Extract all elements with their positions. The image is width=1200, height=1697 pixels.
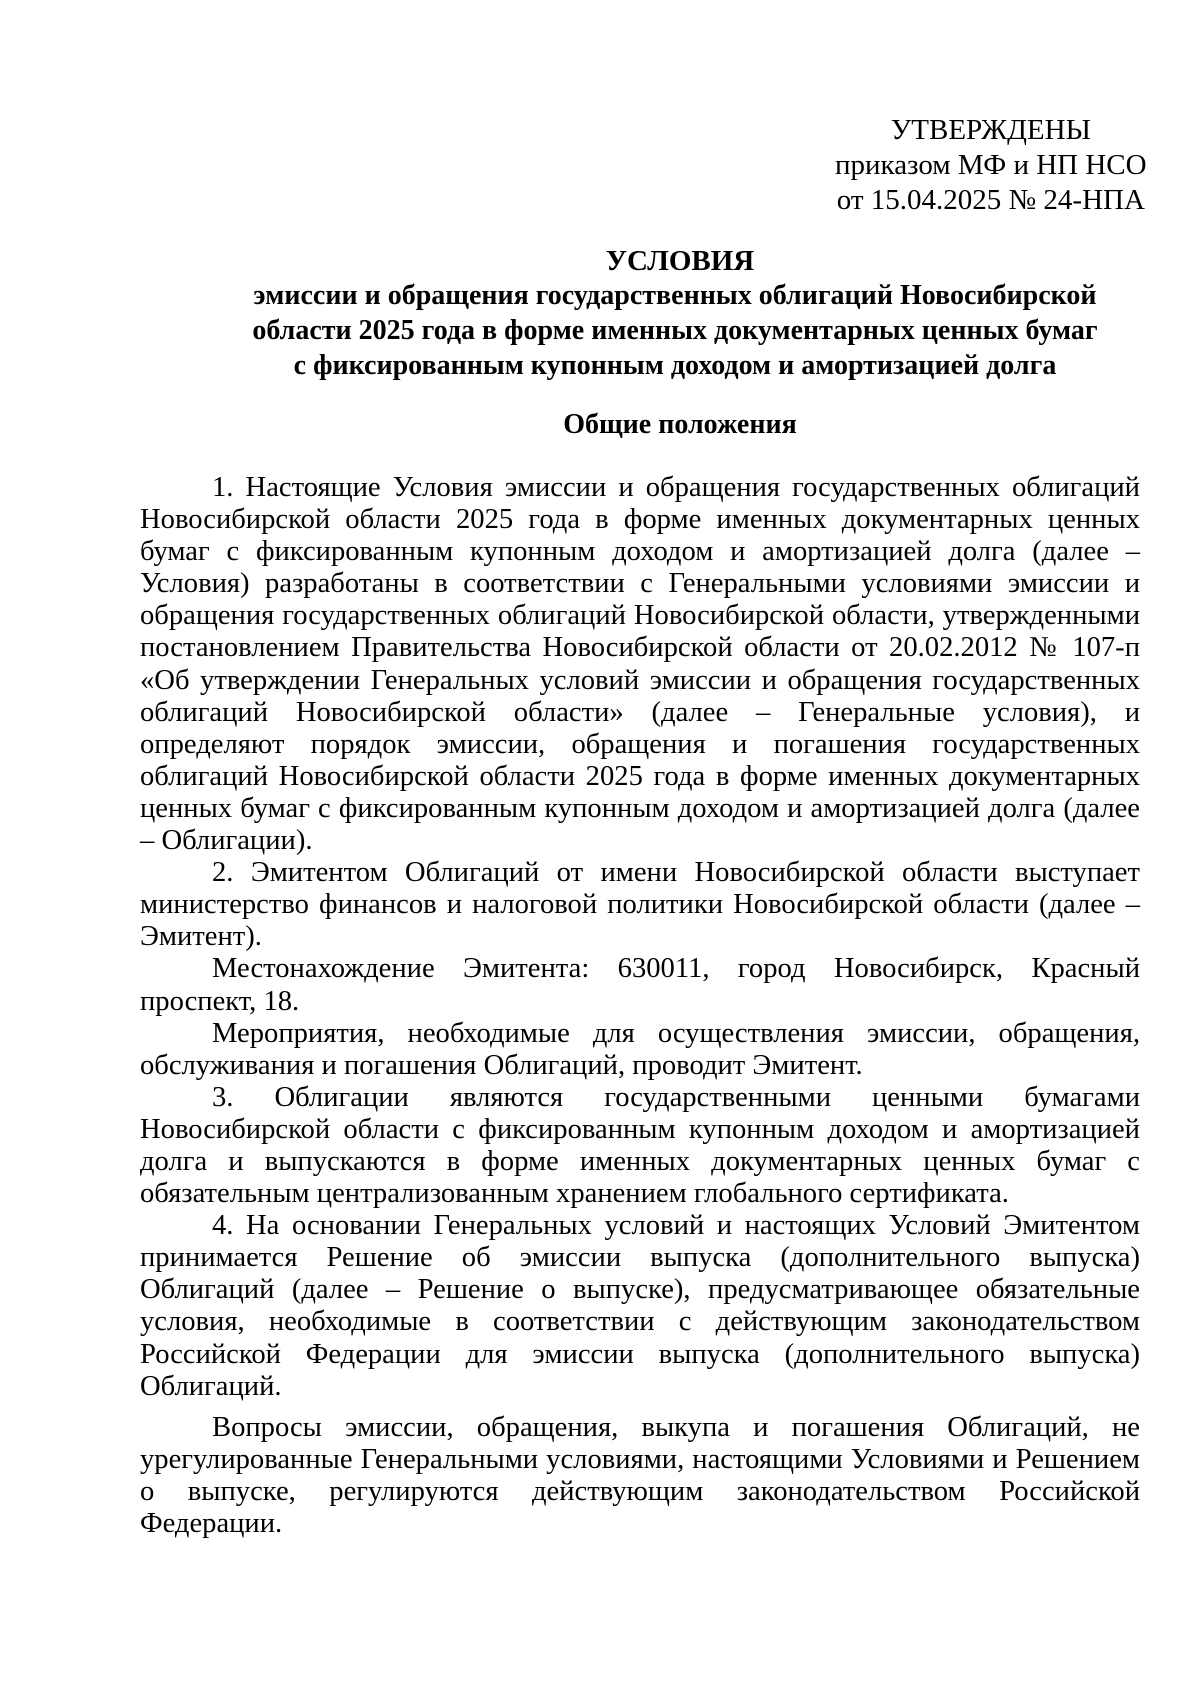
paragraph-7: Вопросы эмиссии, обращения, выкупа и погашения Облигаций, не урегулированные Генеральными условиями, настоящими Условиями и Решением о выпуске, регулируются действующим законодательством Российской Федерации. (140, 1411, 1140, 1539)
approval-line-3: от 15.04.2025 № 24-НПА (836, 184, 1145, 216)
paragraph-4: Мероприятия, необходимые для осуществления эмиссии, обращения, обслуживания и погашения Облигаций, проводит Эмитент. (140, 1017, 1140, 1081)
document-subtitle (200, 278, 1150, 383)
paragraph-1: 1. Настоящие Условия эмиссии и обращения государственных облигаций Новосибирской области 2025 года в форме именных документарных ценных бумаг с фиксированным купонным доходом и амортизацией долга (далее – Условия) разработаны в соответствии с Генеральными условиями эмиссии и обращения государственных облигаций Новосибирской области, утвержденными постановлением Правительства Новосибирской области от 20.02.2012 № 107-п «Об утверждении Генеральных условий эмиссии и обращения государственных облигаций Новосибирской области» (далее – Генеральные условия), и определяют порядок эмиссии, обращения и погашения государственных облигаций Новосибирской области 2025 года в форме именных документарных ценных бумаг с фиксированным купонным доходом и амортизацией долга (далее – Облигации). (140, 472, 1140, 857)
document-body (140, 472, 1140, 1540)
subtitle-line-1: эмиссии и обращения государственных облигаций Новосибирской (253, 280, 1097, 311)
approval-stamp (835, 113, 1147, 218)
paragraph-5: 3. Облигации являются государственными ценными бумагами Новосибирской области с фиксированным купонным доходом и амортизацией долга и выпускаются в форме именных документарных ценных бумаг с обязательным централизованным хранением глобального сертификата. (140, 1081, 1140, 1210)
document-title: УСЛОВИЯ (605, 245, 755, 277)
paragraph-3: Местонахождение Эмитента: 630011, город Новосибирск, Красный проспект, 18. (140, 953, 1140, 1017)
approval-line-2: приказом МФ и НП НСО (835, 149, 1147, 181)
subtitle-line-2: области 2025 года в форме именных документарных ценных бумаг (252, 315, 1098, 346)
section-heading: Общие положения (563, 409, 797, 440)
subtitle-line-3: с фиксированным купонным доходом и амортизацией долга (293, 350, 1057, 381)
approval-line-1: УТВЕРЖДЕНЫ (890, 114, 1091, 146)
paragraph-2: 2. Эмитентом Облигаций от имени Новосибирской области выступает министерство финансов и налоговой политики Новосибирской области (далее – Эмитент). (140, 857, 1140, 953)
paragraph-6: 4. На основании Генеральных условий и настоящих Условий Эмитентом принимается Решение об эмиссии выпуска (дополнительного выпуска) Облигаций (далее – Решение о выпуске), предусматривающее обязательные условия, необходимые в соответствии с действующим законодательством Российской Федерации для эмиссии выпуска (дополнительного выпуска) Облигаций. (140, 1210, 1140, 1402)
